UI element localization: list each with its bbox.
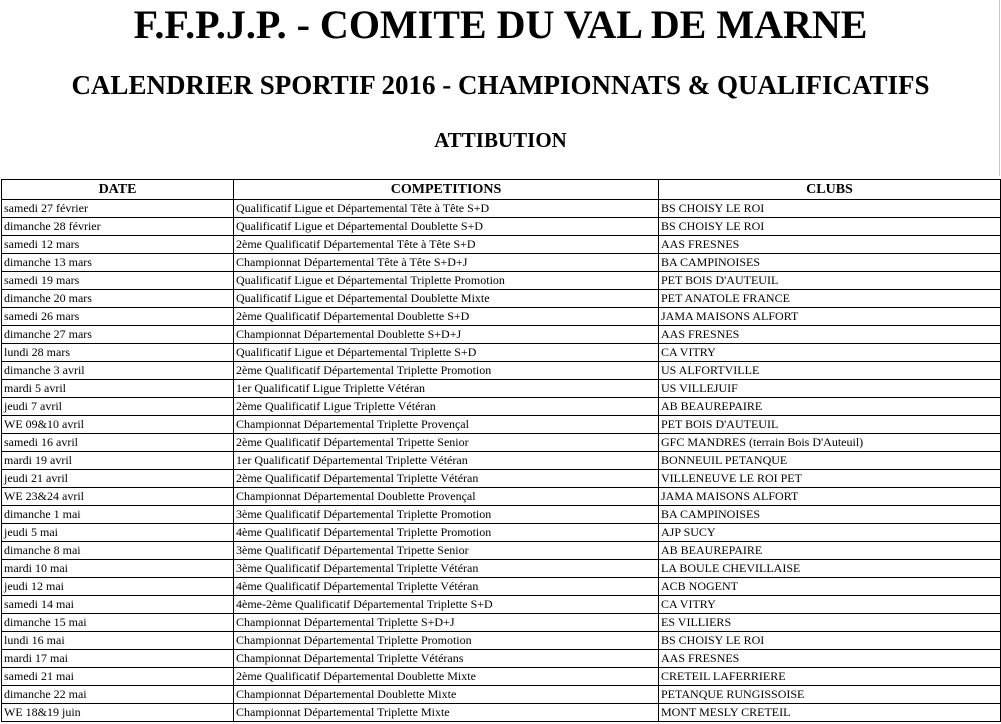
club-cell: VILLENEUVE LE ROI PET [659, 470, 1001, 488]
competition-cell: Qualificatif Ligue et Départemental Triplette Promotion [234, 272, 659, 290]
club-cell: AAS FRESNES [659, 650, 1001, 668]
section-title: ATTIBUTION [434, 128, 567, 152]
table-row [2, 560, 1001, 578]
competition-cell: Championnat Départemental Triplette Provençal [234, 416, 659, 434]
club-cell: CA VITRY [659, 344, 1001, 362]
date-cell: WE 18&19 juin [2, 704, 234, 722]
competition-cell: 2ème Qualificatif Départemental Triplette Vétéran [234, 470, 659, 488]
club-cell: JAMA MAISONS ALFORT [659, 488, 1001, 506]
table-body [2, 200, 1001, 722]
date-cell: lundi 28 mars [2, 344, 234, 362]
club-cell: BONNEUIL PETANQUE [659, 452, 1001, 470]
table-row [2, 416, 1001, 434]
date-cell: samedi 19 mars [2, 272, 234, 290]
date-cell: samedi 21 mai [2, 668, 234, 686]
document-title: F.F.P.J.P. - COMITE DU VAL DE MARNE [133, 2, 868, 47]
competition-cell: 4ème Qualificatif Départemental Triplette Vétéran [234, 578, 659, 596]
club-cell: GFC MANDRES (terrain Bois D'Auteuil) [659, 434, 1001, 452]
competition-cell: 1er Qualificatif Départemental Triplette Vétéran [234, 452, 659, 470]
table-row [2, 632, 1001, 650]
club-cell: BS CHOISY LE ROI [659, 218, 1001, 236]
club-cell: LA BOULE CHEVILLAISE [659, 560, 1001, 578]
club-cell: BA CAMPINOISES [659, 254, 1001, 272]
table-row [2, 362, 1001, 380]
club-cell: ACB NOGENT [659, 578, 1001, 596]
date-cell: jeudi 5 mai [2, 524, 234, 542]
table-row [2, 542, 1001, 560]
club-cell: AAS FRESNES [659, 326, 1001, 344]
date-cell: dimanche 1 mai [2, 506, 234, 524]
competition-cell: 3ème Qualificatif Départemental Triplette Promotion [234, 506, 659, 524]
club-cell: PET ANATOLE FRANCE [659, 290, 1001, 308]
club-cell: PET BOIS D'AUTEUIL [659, 272, 1001, 290]
club-cell: US VILLEJUIF [659, 380, 1001, 398]
club-cell: CRETEIL LAFERRIERE [659, 668, 1001, 686]
date-cell: mardi 17 mai [2, 650, 234, 668]
club-cell: AB BEAUREPAIRE [659, 542, 1001, 560]
competition-cell: Championnat Départemental Tête à Tête S+D+J [234, 254, 659, 272]
table-row [2, 308, 1001, 326]
competition-cell: Qualificatif Ligue et Départemental Doublette S+D [234, 218, 659, 236]
table-row [2, 344, 1001, 362]
club-cell: JAMA MAISONS ALFORT [659, 308, 1001, 326]
date-cell: samedi 27 février [2, 200, 234, 218]
competition-cell: Championnat Départemental Doublette Provençal [234, 488, 659, 506]
table-row [2, 614, 1001, 632]
table-row [2, 398, 1001, 416]
table-row [2, 686, 1001, 704]
competition-cell: Championnat Départemental Triplette Vétérans [234, 650, 659, 668]
date-cell: dimanche 27 mars [2, 326, 234, 344]
club-cell: BS CHOISY LE ROI [659, 200, 1001, 218]
table-row [2, 452, 1001, 470]
club-cell: US ALFORTVILLE [659, 362, 1001, 380]
table-row [2, 578, 1001, 596]
competition-cell: 3ème Qualificatif Départemental Triplette Vétéran [234, 560, 659, 578]
club-cell: BA CAMPINOISES [659, 506, 1001, 524]
competition-cell: 2ème Qualificatif Départemental Doublette S+D [234, 308, 659, 326]
competition-cell: 4ème-2ème Qualificatif Départemental Triplette S+D [234, 596, 659, 614]
competition-cell: Championnat Départemental Doublette S+D+J [234, 326, 659, 344]
date-cell: jeudi 21 avril [2, 470, 234, 488]
club-cell: PETANQUE RUNGISSOISE [659, 686, 1001, 704]
date-cell: lundi 16 mai [2, 632, 234, 650]
competition-cell: 2ème Qualificatif Départemental Tête à Tête S+D [234, 236, 659, 254]
table-row [2, 596, 1001, 614]
table-row [2, 524, 1001, 542]
date-cell: samedi 26 mars [2, 308, 234, 326]
table-row [2, 326, 1001, 344]
competition-cell: Championnat Départemental Triplette Promotion [234, 632, 659, 650]
competition-cell: Qualificatif Ligue et Départemental Triplette S+D [234, 344, 659, 362]
club-cell: MONT MESLY CRETEIL [659, 704, 1001, 722]
club-cell: CA VITRY [659, 596, 1001, 614]
date-cell: dimanche 3 avril [2, 362, 234, 380]
table-row [2, 668, 1001, 686]
calendar-table [1, 179, 1001, 722]
competition-cell: 3ème Qualificatif Départemental Tripette Senior [234, 542, 659, 560]
competition-cell: 2ème Qualificatif Départemental Triplette Promotion [234, 362, 659, 380]
date-cell: mardi 19 avril [2, 452, 234, 470]
date-cell: dimanche 8 mai [2, 542, 234, 560]
competition-cell: Championnat Départemental Doublette Mixte [234, 686, 659, 704]
club-cell: AB BEAUREPAIRE [659, 398, 1001, 416]
date-cell: samedi 16 avril [2, 434, 234, 452]
date-cell: dimanche 28 février [2, 218, 234, 236]
table-row [2, 254, 1001, 272]
date-cell: dimanche 22 mai [2, 686, 234, 704]
date-cell: samedi 14 mai [2, 596, 234, 614]
competition-cell: Championnat Départemental Triplette S+D+J [234, 614, 659, 632]
date-cell: jeudi 12 mai [2, 578, 234, 596]
date-cell: mardi 10 mai [2, 560, 234, 578]
table-row [2, 470, 1001, 488]
competition-cell: Championnat Départemental Triplette Mixte [234, 704, 659, 722]
table-row [2, 380, 1001, 398]
competition-cell: 2ème Qualificatif Départemental Doublette Mixte [234, 668, 659, 686]
document-header [0, 0, 1000, 176]
table-row [2, 272, 1001, 290]
date-cell: WE 09&10 avril [2, 416, 234, 434]
club-cell: AJP SUCY [659, 524, 1001, 542]
competition-cell: 2ème Qualificatif Départemental Tripette Senior [234, 434, 659, 452]
column-header-date: DATE [2, 180, 234, 200]
date-cell: samedi 12 mars [2, 236, 234, 254]
table-row [2, 704, 1001, 722]
competition-cell: Qualificatif Ligue et Départemental Doublette Mixte [234, 290, 659, 308]
date-cell: WE 23&24 avril [2, 488, 234, 506]
column-header-competitions: COMPETITIONS [234, 180, 659, 200]
table-row [2, 506, 1001, 524]
table-row [2, 434, 1001, 452]
table-row [2, 488, 1001, 506]
table-row [2, 290, 1001, 308]
club-cell: AAS FRESNES [659, 236, 1001, 254]
date-cell: mardi 5 avril [2, 380, 234, 398]
table-row [2, 236, 1001, 254]
date-cell: jeudi 7 avril [2, 398, 234, 416]
date-cell: dimanche 15 mai [2, 614, 234, 632]
column-header-clubs: CLUBS [659, 180, 1001, 200]
club-cell: BS CHOISY LE ROI [659, 632, 1001, 650]
table-row [2, 200, 1001, 218]
date-cell: dimanche 13 mars [2, 254, 234, 272]
document-subtitle: CALENDRIER SPORTIF 2016 - CHAMPIONNATS & QUALIFICATIFS [71, 70, 930, 100]
competition-cell: 4ème Qualificatif Départemental Triplette Promotion [234, 524, 659, 542]
competition-cell: 1er Qualificatif Ligue Triplette Vétéran [234, 380, 659, 398]
table-row [2, 218, 1001, 236]
competition-cell: Qualificatif Ligue et Départemental Tête à Tête S+D [234, 200, 659, 218]
table-header-row [2, 180, 1001, 200]
club-cell: ES VILLIERS [659, 614, 1001, 632]
competition-cell: 2ème Qualificatif Ligue Triplette Vétéran [234, 398, 659, 416]
club-cell: PET BOIS D'AUTEUIL [659, 416, 1001, 434]
date-cell: dimanche 20 mars [2, 290, 234, 308]
table-row [2, 650, 1001, 668]
